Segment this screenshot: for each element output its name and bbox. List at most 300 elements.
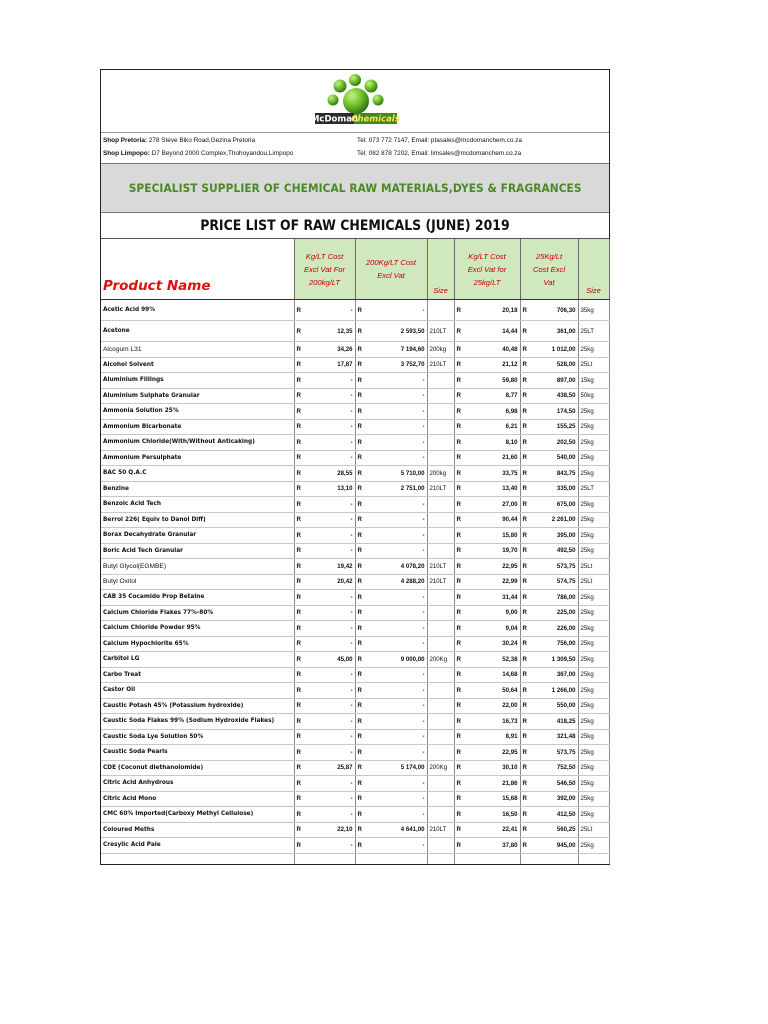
size-200-cell — [427, 419, 454, 435]
bulk-cost-200-cell — [355, 760, 427, 776]
price-value: - — [350, 810, 353, 818]
price-value: 675,00 — [556, 500, 576, 508]
currency-symbol: R — [522, 702, 527, 710]
bulk-cost-200-cell — [355, 807, 427, 823]
bulk-cost-200-cell — [355, 636, 427, 652]
kg-cost-200-cell — [294, 760, 355, 776]
price-value: 756,00 — [556, 640, 576, 648]
size-25-cell: 25kg — [578, 404, 609, 420]
pretoria-address: 278 Steve Biko Road,Gezina Pretoria — [147, 137, 256, 144]
kg-cost-200-cell — [294, 574, 355, 590]
price-value: - — [422, 423, 425, 431]
product-name-cell: Butyl Oxitol — [101, 574, 294, 590]
kg-cost-25-cell — [454, 357, 520, 373]
bulk-cost-25-cell — [520, 822, 578, 838]
bulk-cost-25-cell — [520, 605, 578, 621]
price-value: - — [350, 500, 353, 508]
product-name-cell: Alcogum L31 — [101, 342, 294, 358]
currency-symbol: R — [357, 841, 362, 849]
kg-cost-200-cell — [294, 698, 355, 714]
currency-symbol: R — [522, 376, 527, 384]
currency-symbol: R — [296, 702, 301, 710]
size-200-cell — [427, 373, 454, 389]
bulk-cost-25-cell — [520, 791, 578, 807]
table-row — [101, 698, 609, 714]
currency-symbol: R — [456, 423, 461, 431]
kg-cost-200-cell — [294, 791, 355, 807]
product-name-cell: Carbitol LG — [101, 652, 294, 668]
currency-symbol: R — [296, 733, 301, 741]
kg-cost-25-cell — [454, 574, 520, 590]
kg-cost-25-cell — [454, 497, 520, 513]
currency-symbol: R — [357, 748, 362, 756]
kg-cost-25-cell — [454, 404, 520, 420]
price-value: 321,48 — [556, 733, 576, 741]
price-value: 14,68 — [502, 671, 518, 679]
currency-symbol: R — [456, 469, 461, 477]
price-value: 574,75 — [556, 578, 576, 586]
size-25-cell: 25kg — [578, 435, 609, 451]
bulk-cost-200-cell — [355, 419, 427, 435]
pretoria-label: Shop Pretoria: — [103, 137, 148, 144]
bulk-cost-25-cell — [520, 667, 578, 683]
currency-symbol: R — [456, 407, 461, 415]
price-value: 335,00 — [556, 485, 576, 493]
price-value: - — [422, 624, 425, 632]
bulk-cost-25-cell — [520, 373, 578, 389]
price-value: 21,60 — [502, 454, 518, 462]
kg-cost-200-cell — [294, 435, 355, 451]
table-row — [101, 667, 609, 683]
currency-symbol: R — [522, 516, 527, 524]
price-value: - — [422, 717, 425, 725]
currency-symbol: R — [296, 438, 301, 446]
currency-symbol: R — [357, 327, 362, 335]
size-200-cell: 200Kg — [427, 652, 454, 668]
size-25-cell: 35kg — [578, 300, 609, 321]
kg-cost-25-cell — [454, 838, 520, 854]
bulk-cost-200-cell — [355, 605, 427, 621]
header-line: Excl Vat For — [303, 264, 346, 274]
price-table — [101, 239, 610, 864]
kg-cost-200-cell — [294, 342, 355, 358]
currency-symbol: R — [357, 655, 362, 663]
currency-symbol: R — [522, 562, 527, 570]
price-value: 31,44 — [502, 593, 518, 601]
bulk-cost-25-cell — [520, 404, 578, 420]
size-200-cell — [427, 698, 454, 714]
bulk-cost-200-cell — [355, 714, 427, 730]
price-value: 7 194,60 — [400, 345, 425, 353]
table-row — [101, 435, 609, 451]
bulk-cost-25-cell — [520, 714, 578, 730]
size-200-cell: 200kg — [427, 342, 454, 358]
price-value: 34,26 — [337, 345, 353, 353]
table-row — [101, 300, 609, 321]
price-value: - — [350, 779, 353, 787]
currency-symbol: R — [296, 500, 301, 508]
currency-symbol: R — [456, 640, 461, 648]
bulk-cost-25-cell — [520, 838, 578, 854]
currency-symbol: R — [456, 531, 461, 539]
size-25-cell: 25kg — [578, 543, 609, 559]
bulk-cost-200-cell — [355, 776, 427, 792]
currency-symbol: R — [522, 423, 527, 431]
price-value: 560,25 — [556, 826, 576, 834]
product-name-cell: Benzine — [101, 481, 294, 497]
currency-symbol: R — [522, 826, 527, 834]
bulk-cost-25-cell — [520, 528, 578, 544]
price-value: 13,10 — [337, 485, 353, 493]
price-value: 2 593,50 — [400, 327, 425, 335]
size-200-cell — [427, 683, 454, 699]
size-25-cell: 25kg — [578, 729, 609, 745]
product-name-cell: Butyl Glycol(EGMBE) — [101, 559, 294, 575]
price-value: - — [350, 609, 353, 617]
currency-symbol: R — [522, 810, 527, 818]
table-row — [101, 590, 609, 606]
price-value: - — [350, 516, 353, 524]
size-200-cell — [427, 450, 454, 466]
currency-symbol: R — [522, 795, 527, 803]
price-value: 706,30 — [556, 306, 576, 314]
bulk-cost-25-cell — [520, 636, 578, 652]
kg-cost-25-cell — [454, 373, 520, 389]
price-value: 492,50 — [556, 547, 576, 555]
price-value: 8,91 — [505, 733, 518, 741]
bulk-cost-25-cell — [520, 466, 578, 482]
currency-symbol: R — [456, 547, 461, 555]
currency-symbol: R — [296, 361, 301, 369]
bulk-cost-200-cell — [355, 450, 427, 466]
kg-cost-200-cell — [294, 621, 355, 637]
product-name-cell: Aluminium Fillings — [101, 373, 294, 389]
price-value: 22,99 — [502, 578, 518, 586]
bulk-cost-25-cell — [520, 342, 578, 358]
size-25-cell: 25kg — [578, 466, 609, 482]
bulk-cost-25-cell — [520, 574, 578, 590]
product-name-cell: Ammonium Persulphate — [101, 450, 294, 466]
table-row — [101, 466, 609, 482]
size-200-cell: 200Kg — [427, 760, 454, 776]
price-value: 843,75 — [556, 469, 576, 477]
page-title: PRICE LIST OF RAW CHEMICALS (JUNE) 2019 — [200, 217, 510, 234]
currency-symbol: R — [522, 686, 527, 694]
currency-symbol: R — [522, 779, 527, 787]
price-value: 90,44 — [502, 516, 518, 524]
bulk-cost-200-cell — [355, 729, 427, 745]
pretoria-contact: Tel: 073 772 7147, Email: ptasales@mcdomanchem.co.za — [357, 137, 522, 144]
price-value: 2 261,00 — [551, 516, 576, 524]
bulk-cost-25-cell — [520, 543, 578, 559]
bulk-cost-200-cell — [355, 822, 427, 838]
currency-symbol: R — [296, 717, 301, 725]
pretoria-address-line — [103, 137, 255, 145]
currency-symbol: R — [522, 361, 527, 369]
kg-cost-25-cell — [454, 321, 520, 342]
price-value: 573,75 — [556, 562, 576, 570]
table-row — [101, 822, 609, 838]
bulk-cost-25-cell — [520, 698, 578, 714]
product-name-cell: CMC 60% Imported(Carboxy Methyl Cellulose) — [101, 807, 294, 823]
currency-symbol: R — [522, 485, 527, 493]
product-name-cell: Boric Acid Tech Granular — [101, 543, 294, 559]
price-value: 9,00 — [505, 609, 518, 617]
header-kg-cost-25 — [454, 239, 520, 300]
kg-cost-25-cell — [454, 450, 520, 466]
price-value: 6,98 — [505, 407, 518, 415]
currency-symbol: R — [357, 469, 362, 477]
currency-symbol: R — [296, 306, 301, 314]
header-line: Excl Vat for — [467, 264, 507, 274]
header-line: 200Kg/LT Cost — [365, 258, 417, 267]
currency-symbol: R — [522, 392, 527, 400]
header-product-label: Product Name — [103, 278, 211, 294]
price-value: 15,68 — [502, 795, 518, 803]
currency-symbol: R — [296, 795, 301, 803]
kg-cost-200-cell — [294, 419, 355, 435]
header-line: Kg/LT Cost — [468, 251, 506, 261]
price-value: 22,41 — [502, 826, 518, 834]
price-value: - — [350, 423, 353, 431]
price-value: - — [350, 547, 353, 555]
bulk-cost-200-cell — [355, 683, 427, 699]
currency-symbol: R — [357, 795, 362, 803]
size-200-cell: 210LT — [427, 822, 454, 838]
bulk-cost-25-cell — [520, 683, 578, 699]
kg-cost-25-cell — [454, 466, 520, 482]
price-value: 752,50 — [556, 764, 576, 772]
size-25-cell: 25kg — [578, 450, 609, 466]
kg-cost-200-cell — [294, 543, 355, 559]
price-value: 155,25 — [556, 423, 576, 431]
price-value: 15,80 — [502, 531, 518, 539]
currency-symbol: R — [296, 327, 301, 335]
price-value: 40,48 — [502, 345, 518, 353]
bulk-cost-200-cell — [355, 404, 427, 420]
size-25-cell: 25kg — [578, 512, 609, 528]
price-value: - — [422, 407, 425, 415]
kg-cost-200-cell — [294, 357, 355, 373]
product-name-cell: CAB 35 Cocamido Prop Betaine — [101, 590, 294, 606]
price-value: 22,00 — [502, 702, 518, 710]
table-row — [101, 760, 609, 776]
currency-symbol: R — [456, 733, 461, 741]
price-value: 573,75 — [556, 748, 576, 756]
currency-symbol: R — [296, 640, 301, 648]
price-value: 8,77 — [505, 392, 518, 400]
header-bulk-cost-200 — [355, 239, 427, 300]
size-200-cell — [427, 776, 454, 792]
price-value: 225,00 — [556, 609, 576, 617]
currency-symbol: R — [522, 454, 527, 462]
header-bulk-cost-25 — [520, 239, 578, 300]
currency-symbol: R — [296, 593, 301, 601]
currency-symbol: R — [456, 593, 461, 601]
currency-symbol: R — [296, 841, 301, 849]
size-200-cell — [427, 590, 454, 606]
kg-cost-25-cell — [454, 528, 520, 544]
size-25-cell: 25LT — [578, 321, 609, 342]
kg-cost-200-cell — [294, 605, 355, 621]
bulk-cost-200-cell — [355, 745, 427, 761]
currency-symbol: R — [357, 547, 362, 555]
kg-cost-200-cell — [294, 667, 355, 683]
kg-cost-200-cell — [294, 822, 355, 838]
currency-symbol: R — [522, 407, 527, 415]
table-row — [101, 683, 609, 699]
currency-symbol: R — [456, 438, 461, 446]
bulk-cost-200-cell — [355, 342, 427, 358]
currency-symbol: R — [357, 810, 362, 818]
currency-symbol: R — [522, 717, 527, 725]
product-name-cell: Ammonia Solution 25% — [101, 404, 294, 420]
bulk-cost-200-cell — [355, 435, 427, 451]
product-name-cell: Benzoic Acid Tech — [101, 497, 294, 513]
kg-cost-25-cell — [454, 388, 520, 404]
size-200-cell — [427, 404, 454, 420]
header-size-200: Size — [427, 239, 454, 300]
size-200-cell — [427, 435, 454, 451]
price-value: 19,42 — [337, 562, 353, 570]
price-value: 395,00 — [556, 531, 576, 539]
empty-cell — [520, 853, 578, 864]
size-25-cell: 25kg — [578, 528, 609, 544]
currency-symbol: R — [357, 593, 362, 601]
bulk-cost-25-cell — [520, 512, 578, 528]
size-25-cell: 25kg — [578, 714, 609, 730]
price-value: 945,00 — [556, 841, 576, 849]
size-25-cell: 25kg — [578, 791, 609, 807]
currency-symbol: R — [522, 609, 527, 617]
price-value: 2 751,00 — [400, 485, 425, 493]
empty-cell — [427, 853, 454, 864]
size-25-cell: 15kg — [578, 373, 609, 389]
size-25-cell: 25kg — [578, 652, 609, 668]
size-200-cell — [427, 621, 454, 637]
kg-cost-200-cell — [294, 683, 355, 699]
product-name-cell: Alcohol Solvent — [101, 357, 294, 373]
price-value: - — [422, 733, 425, 741]
kg-cost-200-cell — [294, 590, 355, 606]
bulk-cost-25-cell — [520, 621, 578, 637]
currency-symbol: R — [456, 810, 461, 818]
size-200-cell: 210LT — [427, 481, 454, 497]
bulk-cost-25-cell — [520, 590, 578, 606]
kg-cost-200-cell — [294, 636, 355, 652]
logo-header — [101, 70, 609, 133]
size-25-cell: 25kg — [578, 497, 609, 513]
currency-symbol: R — [296, 671, 301, 679]
currency-symbol: R — [456, 655, 461, 663]
currency-symbol: R — [296, 516, 301, 524]
title-bar — [101, 213, 609, 239]
bulk-cost-25-cell — [520, 760, 578, 776]
size-200-cell — [427, 605, 454, 621]
currency-symbol: R — [296, 562, 301, 570]
bulk-cost-25-cell — [520, 388, 578, 404]
kg-cost-200-cell — [294, 652, 355, 668]
currency-symbol: R — [522, 655, 527, 663]
price-value: 5 174,00 — [400, 764, 425, 772]
currency-symbol: R — [522, 438, 527, 446]
currency-symbol: R — [522, 306, 527, 314]
currency-symbol: R — [296, 547, 301, 555]
currency-symbol: R — [456, 748, 461, 756]
currency-symbol: R — [357, 485, 362, 493]
currency-symbol: R — [296, 392, 301, 400]
price-value: - — [350, 841, 353, 849]
bulk-cost-200-cell — [355, 300, 427, 321]
price-value: - — [350, 795, 353, 803]
currency-symbol: R — [456, 764, 461, 772]
price-value: 4 288,20 — [400, 578, 425, 586]
kg-cost-200-cell — [294, 528, 355, 544]
currency-symbol: R — [357, 454, 362, 462]
header-line: 25Kg/Lt — [535, 251, 563, 261]
size-200-cell: 210LT — [427, 357, 454, 373]
currency-symbol: R — [357, 671, 362, 679]
header-line: 200kg/LT — [308, 277, 341, 287]
price-value: 9,04 — [505, 624, 518, 632]
size-200-cell — [427, 497, 454, 513]
price-value: - — [422, 609, 425, 617]
kg-cost-25-cell — [454, 512, 520, 528]
kg-cost-25-cell — [454, 745, 520, 761]
size-25-cell: 25kg — [578, 636, 609, 652]
header-line: Cost Excl — [532, 264, 566, 274]
price-value: 13,40 — [502, 485, 518, 493]
price-value: 52,38 — [502, 655, 518, 663]
table-row — [101, 807, 609, 823]
price-value: - — [350, 733, 353, 741]
price-value: 12,35 — [337, 327, 353, 335]
currency-symbol: R — [357, 500, 362, 508]
bulk-cost-25-cell — [520, 481, 578, 497]
product-name-cell: Cresylic Acid Pale — [101, 838, 294, 854]
currency-symbol: R — [357, 686, 362, 694]
price-value: 25,87 — [337, 764, 353, 772]
bulk-cost-25-cell — [520, 357, 578, 373]
table-row — [101, 321, 609, 342]
product-name-cell: Calcium Chloride Powder 95% — [101, 621, 294, 637]
price-value: - — [350, 392, 353, 400]
kg-cost-200-cell — [294, 729, 355, 745]
price-value: - — [422, 454, 425, 462]
table-row — [101, 481, 609, 497]
currency-symbol: R — [357, 578, 362, 586]
product-name-cell: Acetic Acid 99% — [101, 300, 294, 321]
currency-symbol: R — [357, 516, 362, 524]
table-row — [101, 388, 609, 404]
bulk-cost-200-cell — [355, 321, 427, 342]
kg-cost-25-cell — [454, 822, 520, 838]
kg-cost-200-cell — [294, 497, 355, 513]
bulk-cost-25-cell — [520, 745, 578, 761]
price-value: 786,00 — [556, 593, 576, 601]
size-25-cell: 25kg — [578, 419, 609, 435]
kg-cost-25-cell — [454, 714, 520, 730]
price-value: 20,18 — [502, 306, 518, 314]
kg-cost-200-cell — [294, 512, 355, 528]
table-row — [101, 605, 609, 621]
currency-symbol: R — [296, 578, 301, 586]
size-25-cell: 25kg — [578, 760, 609, 776]
bulk-cost-25-cell — [520, 807, 578, 823]
price-value: - — [422, 795, 425, 803]
currency-symbol: R — [456, 500, 461, 508]
bulk-cost-25-cell — [520, 729, 578, 745]
